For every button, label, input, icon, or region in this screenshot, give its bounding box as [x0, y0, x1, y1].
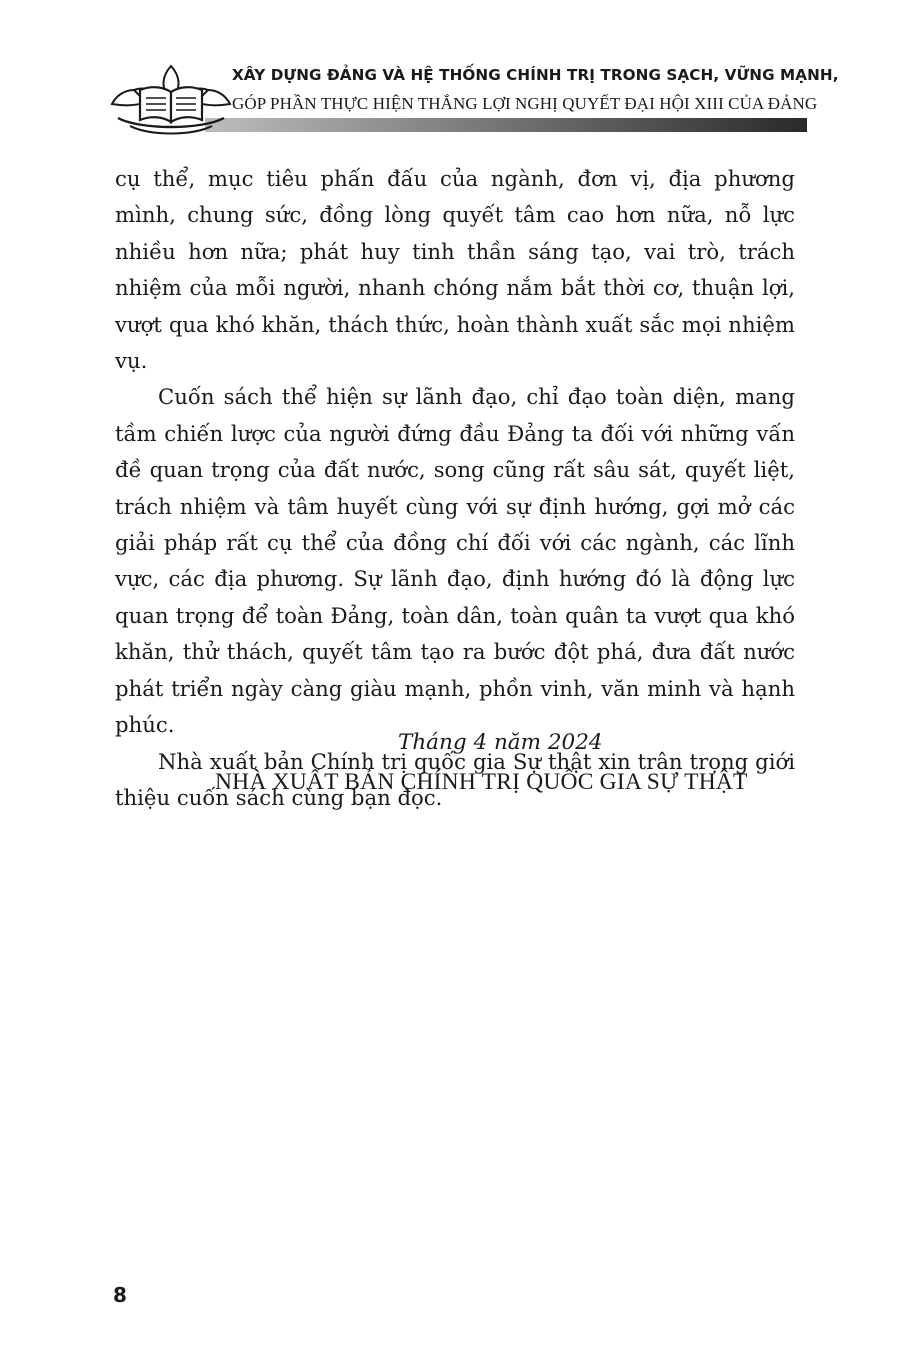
header-rule [205, 118, 807, 132]
header-title-line1: XÂY DỰNG ĐẢNG VÀ HỆ THỐNG CHÍNH TRỊ TRONG SẠCH, VỮNG MẠNH, [232, 66, 839, 84]
paragraph: cụ thể, mục tiêu phấn đấu của ngành, đơn vị, địa phương mình, chung sức, đồng lòng quyết tâm cao hơn nữa, nỗ lực nhiều hơn nữa; phát huy tinh thần sáng tạo, vai trò, trách nhiệm của mỗi người, nhanh chóng nắm bắt thời cơ, thuận lợi, vượt qua khó khăn, thách thức, hoàn thành xuất sắc mọi nhiệm vụ. [115, 166, 795, 374]
open-book-lotus-icon [110, 60, 232, 140]
paragraph: Cuốn sách thể hiện sự lãnh đạo, chỉ đạo toàn diện, mang tầm chiến lược của người đứng đầu Đảng ta đối với những vấn đề quan trọng của đất nước, song cũng rất sâu sát, quyết liệt, trách nhiệm và tâm huyết cùng với sự định hướng, gợi mở các giải pháp rất cụ thể của đồng chí đối với các ngành, các lĩnh vực, các địa phương. Sự lãnh đạo, định hướng đó là động lực quan trọng để toàn Đảng, toàn dân, toàn quân ta vượt qua khó khăn, thử thách, quyết tâm tạo ra bước đột phá, đưa đất nước phát triển ngày càng giàu mạnh, phồn vinh, văn minh và hạnh phúc. [115, 384, 795, 738]
paragraph: Nhà xuất bản Chính trị quốc gia Sự thật xin trân trọng giới thiệu cuốn sách cùng bạn đọc. [115, 748, 795, 810]
header-title-line2: GÓP PHẦN THỰC HIỆN THẮNG LỢI NGHỊ QUYẾT ĐẠI HỘI XIII CỦA ĐẢNG [232, 94, 818, 113]
running-header [0, 0, 907, 140]
body-text [115, 161, 795, 816]
page-number: 8 [113, 1283, 127, 1307]
signature-publisher: NHÀ XUẤT BẢN CHÍNH TRỊ QUỐC GIA SỰ THẬT [215, 769, 748, 795]
signature-date: Tháng 4 năm 2024 [398, 730, 603, 755]
